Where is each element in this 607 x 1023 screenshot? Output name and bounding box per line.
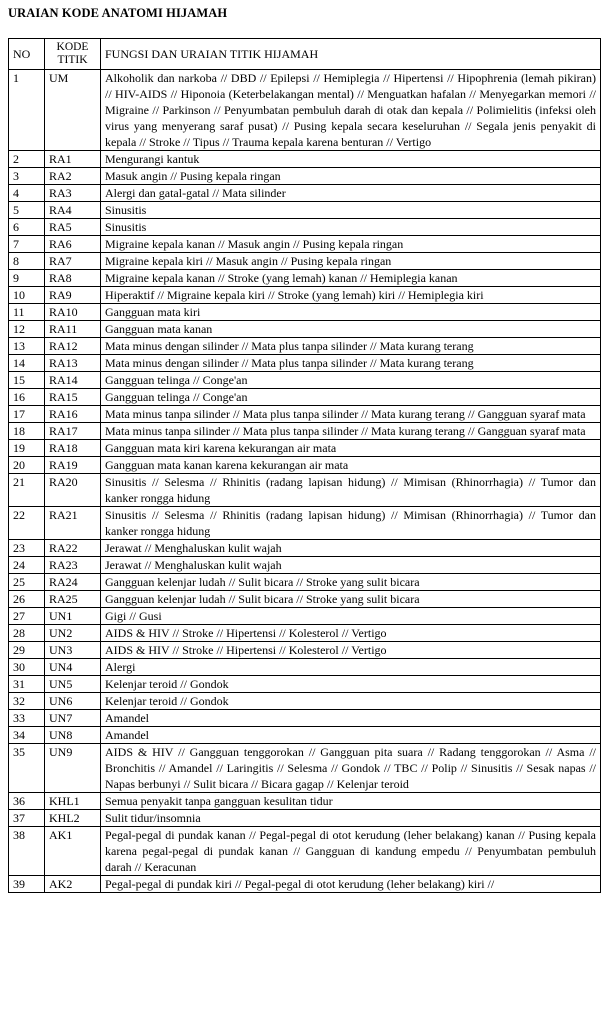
table-row [9, 574, 601, 591]
row-description: Pegal-pegal di pundak kiri // Pegal-pegal di otot kerudung (leher belakang) kiri // [101, 876, 601, 893]
row-kode-titik: RA19 [45, 457, 101, 474]
row-number: 12 [9, 321, 45, 338]
row-description: Gigi // Gusi [101, 608, 601, 625]
row-kode-titik: UN2 [45, 625, 101, 642]
table-row [9, 219, 601, 236]
table-row [9, 608, 601, 625]
row-description: Sinusitis // Selesma // Rhinitis (radang lapisan hidung) // Mimisan (Rhinorrhagia) // Tumor dan kanker rongga hidung [101, 507, 601, 540]
row-description: Masuk angin // Pusing kepala ringan [101, 168, 601, 185]
table-row [9, 557, 601, 574]
row-number: 5 [9, 202, 45, 219]
row-description: Alkoholik dan narkoba // DBD // Epilepsi // Hemiplegia // Hipertensi // Hipophrenia (lemah pikiran) // HIV-AIDS // Hiponoia (Keterbelakangan mental) // Menguatkan hafalan // Menyegarkan memori // Migraine // Parkinson // Penyumbatan pembuluh darah di otak dan kepala // Polimielitis (infeksi oleh virus yang menyerang saraf pusat) // Pusing kepala secara keseluruhan // Segala jenis penyakit di kepala // Stroke // Tipus // Trauma kepala karena benturan // Vertigo [101, 70, 601, 151]
row-kode-titik: RA20 [45, 474, 101, 507]
table-row [9, 474, 601, 507]
table-row [9, 676, 601, 693]
row-number: 18 [9, 423, 45, 440]
row-number: 38 [9, 827, 45, 876]
row-kode-titik: RA25 [45, 591, 101, 608]
row-number: 19 [9, 440, 45, 457]
row-description: Sulit tidur/insomnia [101, 810, 601, 827]
row-kode-titik: UN7 [45, 710, 101, 727]
row-description: Jerawat // Menghaluskan kulit wajah [101, 540, 601, 557]
row-kode-titik: RA4 [45, 202, 101, 219]
table-row [9, 321, 601, 338]
table-row [9, 710, 601, 727]
row-kode-titik: RA15 [45, 389, 101, 406]
row-kode-titik: UM [45, 70, 101, 151]
header-fungsi: FUNGSI DAN URAIAN TITIK HIJAMAH [101, 39, 601, 70]
row-description: Mata minus tanpa silinder // Mata plus tanpa silinder // Mata kurang terang // Gangguan syaraf mata [101, 423, 601, 440]
row-description: Gangguan mata kiri [101, 304, 601, 321]
table-header-row [9, 39, 601, 70]
row-kode-titik: RA18 [45, 440, 101, 457]
row-description: Semua penyakit tanpa gangguan kesulitan tidur [101, 793, 601, 810]
row-kode-titik: RA3 [45, 185, 101, 202]
table-row [9, 827, 601, 876]
row-kode-titik: RA1 [45, 151, 101, 168]
header-no: NO [9, 39, 45, 70]
row-description: Mata minus dengan silinder // Mata plus tanpa silinder // Mata kurang terang [101, 338, 601, 355]
row-description: Gangguan mata kiri karena kekurangan air mata [101, 440, 601, 457]
row-description: Sinusitis // Selesma // Rhinitis (radang lapisan hidung) // Mimisan (Rhinorrhagia) // Tumor dan kanker rongga hidung [101, 474, 601, 507]
table-row [9, 591, 601, 608]
row-kode-titik: UN5 [45, 676, 101, 693]
row-kode-titik: RA22 [45, 540, 101, 557]
table-row [9, 70, 601, 151]
row-number: 14 [9, 355, 45, 372]
row-description: AIDS & HIV // Stroke // Hipertensi // Kolesterol // Vertigo [101, 625, 601, 642]
table-row [9, 440, 601, 457]
document-title: URAIAN KODE ANATOMI HIJAMAH [8, 6, 228, 20]
table-row [9, 423, 601, 440]
row-kode-titik: RA17 [45, 423, 101, 440]
row-number: 32 [9, 693, 45, 710]
row-description: Migraine kepala kiri // Masuk angin // Pusing kepala ringan [101, 253, 601, 270]
row-number: 22 [9, 507, 45, 540]
row-description: Amandel [101, 727, 601, 744]
row-kode-titik: RA7 [45, 253, 101, 270]
table-row [9, 625, 601, 642]
row-description: Kelenjar teroid // Gondok [101, 676, 601, 693]
row-description: Migraine kepala kanan // Masuk angin // Pusing kepala ringan [101, 236, 601, 253]
row-kode-titik: RA6 [45, 236, 101, 253]
row-kode-titik: RA14 [45, 372, 101, 389]
row-number: 26 [9, 591, 45, 608]
row-description: Sinusitis [101, 202, 601, 219]
row-description: Pegal-pegal di pundak kanan // Pegal-pegal di otot kerudung (leher belakang) kanan // Pusing kepala karena pegal-pegal di pundak kanan // Gangguan di kandung empedu // Penyumbatan pembuluh darah // Keracunan [101, 827, 601, 876]
row-number: 39 [9, 876, 45, 893]
table-row [9, 287, 601, 304]
header-kode-line2: TITIK [57, 54, 88, 66]
row-kode-titik: RA8 [45, 270, 101, 287]
row-number: 1 [9, 70, 45, 151]
table-row [9, 389, 601, 406]
row-kode-titik: UN9 [45, 744, 101, 793]
row-number: 9 [9, 270, 45, 287]
row-description: Mengurangi kantuk [101, 151, 601, 168]
row-kode-titik: RA10 [45, 304, 101, 321]
table-row [9, 727, 601, 744]
table-row [9, 270, 601, 287]
row-description: Migraine kepala kanan // Stroke (yang lemah) kanan // Hemiplegia kanan [101, 270, 601, 287]
table-row [9, 406, 601, 423]
row-description: Amandel [101, 710, 601, 727]
row-number: 4 [9, 185, 45, 202]
table-row [9, 355, 601, 372]
row-kode-titik: RA16 [45, 406, 101, 423]
row-kode-titik: RA11 [45, 321, 101, 338]
row-kode-titik: UN6 [45, 693, 101, 710]
row-description: Gangguan mata kanan karena kekurangan air mata [101, 457, 601, 474]
table-row [9, 372, 601, 389]
row-kode-titik: AK2 [45, 876, 101, 893]
row-number: 30 [9, 659, 45, 676]
row-kode-titik: UN1 [45, 608, 101, 625]
row-number: 37 [9, 810, 45, 827]
row-kode-titik: UN4 [45, 659, 101, 676]
row-number: 35 [9, 744, 45, 793]
row-kode-titik: UN3 [45, 642, 101, 659]
row-kode-titik: RA2 [45, 168, 101, 185]
row-number: 8 [9, 253, 45, 270]
table-row [9, 540, 601, 557]
table-row [9, 876, 601, 893]
row-kode-titik: KHL1 [45, 793, 101, 810]
table-row [9, 304, 601, 321]
row-number: 28 [9, 625, 45, 642]
table-row [9, 338, 601, 355]
table-row [9, 236, 601, 253]
row-description: AIDS & HIV // Stroke // Hipertensi // Kolesterol // Vertigo [101, 642, 601, 659]
row-number: 21 [9, 474, 45, 507]
table-row [9, 457, 601, 474]
row-description: Hiperaktif // Migraine kepala kiri // Stroke (yang lemah) kiri // Hemiplegia kiri [101, 287, 601, 304]
row-number: 13 [9, 338, 45, 355]
row-description: Alergi [101, 659, 601, 676]
table-row [9, 202, 601, 219]
row-description: Gangguan telinga // Conge'an [101, 389, 601, 406]
row-description: Alergi dan gatal-gatal // Mata silinder [101, 185, 601, 202]
row-kode-titik: RA5 [45, 219, 101, 236]
table-row [9, 693, 601, 710]
row-description: Mata minus tanpa silinder // Mata plus tanpa silinder // Mata kurang terang // Gangguan syaraf mata [101, 406, 601, 423]
row-kode-titik: RA12 [45, 338, 101, 355]
hijamah-table [8, 38, 601, 893]
row-description: Mata minus dengan silinder // Mata plus tanpa silinder // Mata kurang terang [101, 355, 601, 372]
table-row [9, 744, 601, 793]
header-kode-line1: KODE [56, 41, 89, 53]
row-description: Gangguan kelenjar ludah // Sulit bicara // Stroke yang sulit bicara [101, 591, 601, 608]
row-number: 36 [9, 793, 45, 810]
row-description: Gangguan kelenjar ludah // Sulit bicara // Stroke yang sulit bicara [101, 574, 601, 591]
row-number: 24 [9, 557, 45, 574]
table-row [9, 185, 601, 202]
row-number: 10 [9, 287, 45, 304]
table-row [9, 810, 601, 827]
row-description: Kelenjar teroid // Gondok [101, 693, 601, 710]
row-number: 2 [9, 151, 45, 168]
table-row [9, 659, 601, 676]
table-row [9, 642, 601, 659]
row-kode-titik: RA13 [45, 355, 101, 372]
row-number: 29 [9, 642, 45, 659]
row-kode-titik: UN8 [45, 727, 101, 744]
row-number: 33 [9, 710, 45, 727]
table-row [9, 793, 601, 810]
row-kode-titik: RA21 [45, 507, 101, 540]
row-kode-titik: RA9 [45, 287, 101, 304]
row-number: 7 [9, 236, 45, 253]
row-kode-titik: RA23 [45, 557, 101, 574]
table-body [9, 70, 601, 893]
row-description: AIDS & HIV // Gangguan tenggorokan // Gangguan pita suara // Radang tenggorokan // Asma // Bronchitis // Amandel // Laringitis // Selesma // Gondok // TBC // Polip // Sinusitis // Sesak napas // Napas berbunyi // Sulit bicara // Bicara gagap // Kelenjar teroid [101, 744, 601, 793]
table-row [9, 151, 601, 168]
row-kode-titik: AK1 [45, 827, 101, 876]
row-number: 25 [9, 574, 45, 591]
row-description: Gangguan mata kanan [101, 321, 601, 338]
row-number: 27 [9, 608, 45, 625]
table-row [9, 507, 601, 540]
row-number: 31 [9, 676, 45, 693]
row-number: 16 [9, 389, 45, 406]
row-number: 15 [9, 372, 45, 389]
row-number: 11 [9, 304, 45, 321]
row-description: Sinusitis [101, 219, 601, 236]
row-number: 3 [9, 168, 45, 185]
row-kode-titik: KHL2 [45, 810, 101, 827]
table-row [9, 168, 601, 185]
row-number: 23 [9, 540, 45, 557]
table-row [9, 253, 601, 270]
row-number: 6 [9, 219, 45, 236]
row-number: 17 [9, 406, 45, 423]
header-kode-titik [45, 39, 101, 70]
row-description: Jerawat // Menghaluskan kulit wajah [101, 557, 601, 574]
row-number: 34 [9, 727, 45, 744]
row-description: Gangguan telinga // Conge'an [101, 372, 601, 389]
row-number: 20 [9, 457, 45, 474]
row-kode-titik: RA24 [45, 574, 101, 591]
